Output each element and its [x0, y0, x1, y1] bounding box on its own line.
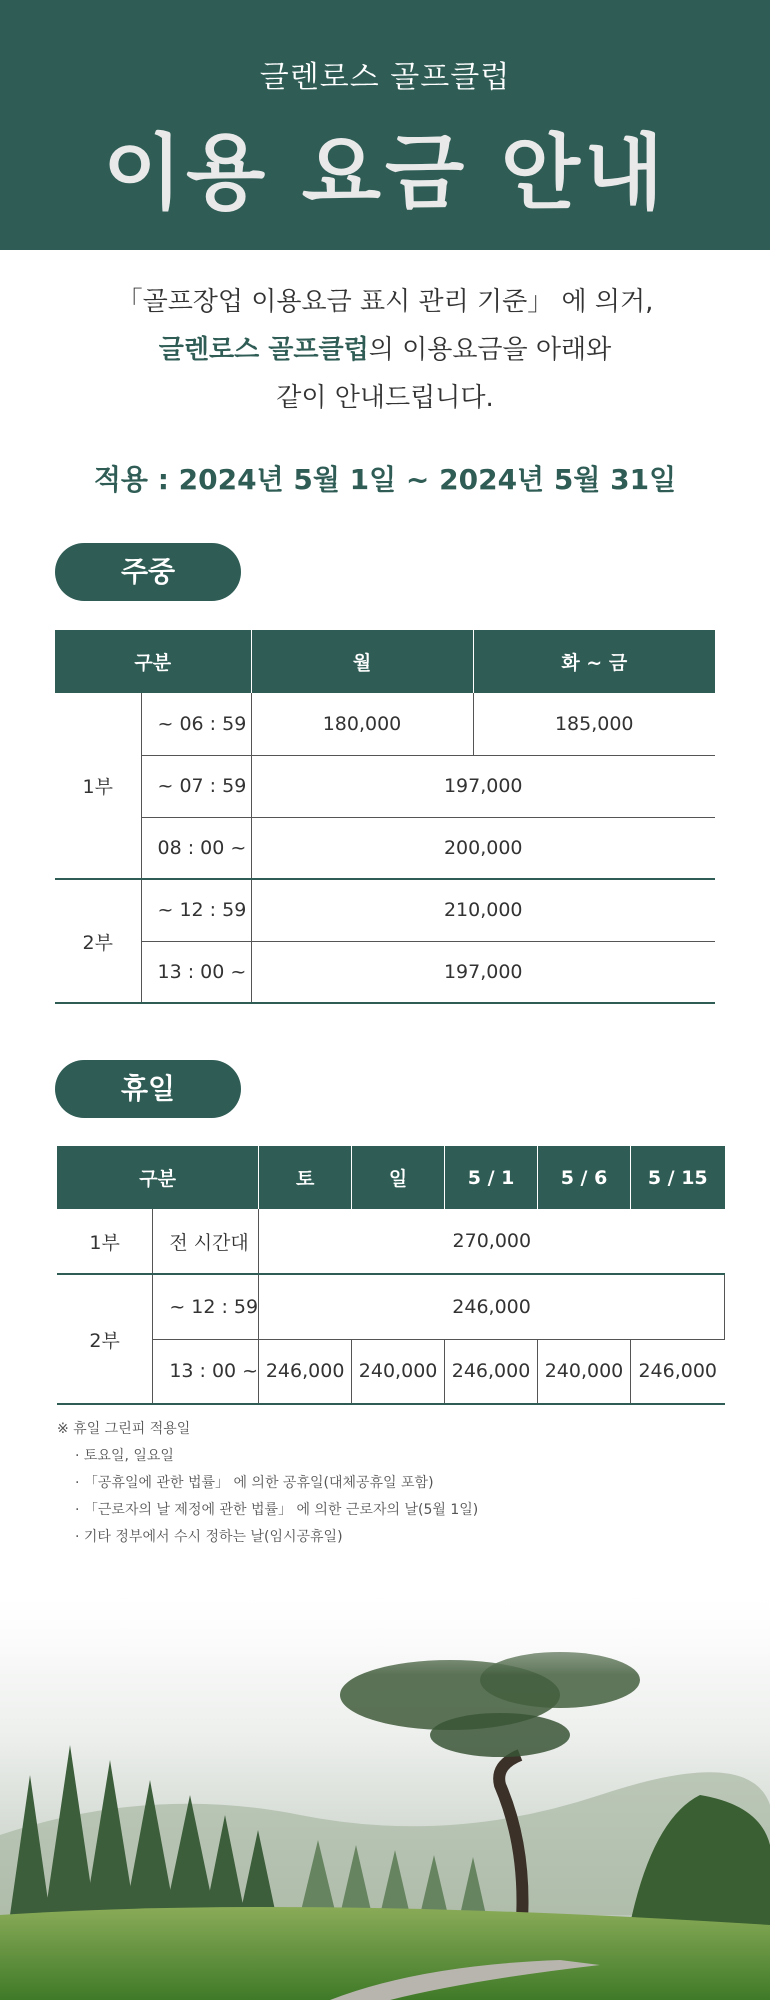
header-category: 구분: [57, 1146, 259, 1209]
table-row: [55, 817, 715, 879]
holiday-label: 휴일: [55, 1060, 241, 1118]
apply-period: 적용 : 2024년 5월 1일 ~ 2024년 5월 31일: [93, 463, 677, 496]
time-cell: ~ 12 : 59: [153, 1274, 259, 1339]
price-cell: 246,000: [259, 1339, 352, 1404]
table-header-row: [57, 1146, 725, 1209]
price-cell: 197,000: [251, 941, 715, 1003]
table-row: [57, 1274, 725, 1339]
table-row: [55, 941, 715, 1003]
header-banner: [0, 0, 770, 250]
club-name-highlight: 글렌로스 골프클럽: [158, 335, 369, 365]
notes-title: ※ 휴일 그린피 적용일: [57, 1421, 191, 1437]
table-row: [55, 755, 715, 817]
time-cell: ~ 12 : 59: [141, 879, 251, 941]
group-label: 2부: [57, 1274, 153, 1404]
group-label: 2부: [55, 879, 141, 1003]
intro-line-3: 같이 안내드립니다.: [276, 383, 494, 413]
table-row: [55, 879, 715, 941]
price-cell: 210,000: [251, 879, 715, 941]
price-cell: 240,000: [538, 1339, 631, 1404]
note-item: · 「공휴일에 관한 법률」 에 의한 공휴일(대체공휴일 포함): [75, 1475, 434, 1491]
price-cell: 180,000: [251, 693, 473, 755]
intro-line-2: [0, 326, 770, 374]
header-monday: 월: [251, 630, 473, 693]
header-category: 구분: [55, 630, 251, 693]
table-row: [55, 693, 715, 755]
time-cell: ~ 06 : 59: [141, 693, 251, 755]
header-may-15: 5 / 15: [630, 1146, 724, 1209]
price-cell: 246,000: [445, 1339, 538, 1404]
note-item: · 「근로자의 날 제정에 관한 법률」 에 의한 근로자의 날(5월 1일): [75, 1502, 479, 1518]
price-cell: 246,000: [630, 1339, 724, 1404]
time-cell: 13 : 00 ~: [141, 941, 251, 1003]
page-title: 이용 요금 안내: [102, 126, 668, 221]
note-item: · 기타 정부에서 수시 정하는 날(임시공휴일): [75, 1529, 343, 1545]
time-cell: ~ 07 : 59: [141, 755, 251, 817]
price-cell: 185,000: [473, 693, 715, 755]
intro-text: [0, 278, 770, 422]
price-cell: 240,000: [352, 1339, 445, 1404]
group-label: 1부: [55, 693, 141, 879]
holiday-price-table: [57, 1146, 725, 1405]
price-cell: 197,000: [251, 755, 715, 817]
header-tue-fri: 화 ~ 금: [473, 630, 715, 693]
header-saturday: 토: [259, 1146, 352, 1209]
price-cell: 200,000: [251, 817, 715, 879]
header-may-1: 5 / 1: [445, 1146, 538, 1209]
time-cell: 전 시간대: [153, 1209, 259, 1274]
price-cell: 270,000: [259, 1209, 725, 1274]
intro-line-2-rest: 의 이용요금을 아래와: [368, 335, 612, 365]
holiday-notes: [57, 1416, 478, 1551]
club-name: 글렌로스 골프클럽: [259, 60, 511, 95]
price-cell: 246,000: [259, 1274, 725, 1339]
time-cell: 13 : 00 ~: [153, 1339, 259, 1404]
weekday-price-table: [55, 630, 715, 1004]
group-label: 1부: [57, 1209, 153, 1274]
time-cell: 08 : 00 ~: [141, 817, 251, 879]
golf-course-photo: [0, 1585, 770, 2000]
header-may-6: 5 / 6: [538, 1146, 631, 1209]
header-sunday: 일: [352, 1146, 445, 1209]
table-row: [57, 1209, 725, 1274]
table-row: [57, 1339, 725, 1404]
intro-line-1: 「골프장업 이용요금 표시 관리 기준」 에 의거,: [116, 287, 654, 317]
note-item: · 토요일, 일요일: [75, 1448, 174, 1464]
weekday-label: 주중: [55, 543, 241, 601]
table-header-row: [55, 630, 715, 693]
